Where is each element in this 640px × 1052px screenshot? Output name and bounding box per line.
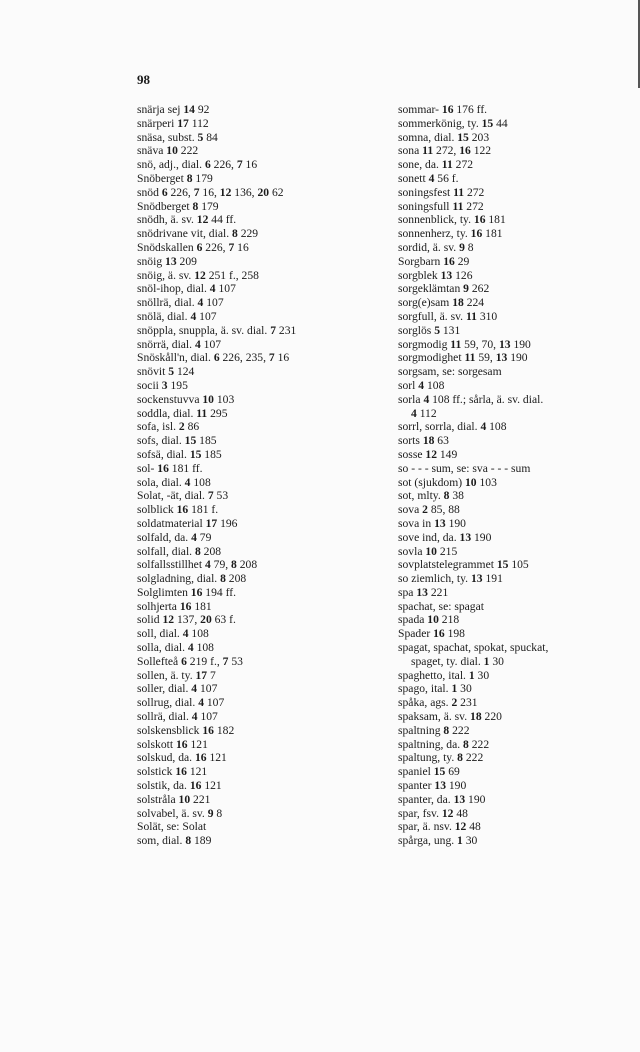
index-entry: sorgmodig 11 59, 70, 13 190 [398, 337, 531, 351]
index-entry: Solat, -ät, dial. 7 53 [137, 489, 229, 503]
index-entry: spaghetto, ital. 1 30 [398, 668, 490, 682]
index-entry: snödh, ä. sv. 12 44 ff. [137, 213, 237, 227]
index-entry: solfall, dial. 8 208 [137, 544, 222, 558]
index-entry: sommerkönig, ty. 15 44 [398, 116, 508, 130]
index-entry: solskensblick 16 182 [137, 723, 235, 737]
index-entry: sockenstuvva 10 103 [137, 392, 235, 406]
index-entry: som, dial. 8 189 [137, 834, 212, 848]
index-entry: spaniel 15 69 [398, 765, 460, 779]
index-entry: solid 12 137, 20 63 f. [137, 613, 236, 627]
index-entry: Solglimten 16 194 ff. [137, 585, 236, 599]
index-entry: sorts 18 63 [398, 434, 449, 448]
index-entry: Snödberget 8 179 [137, 199, 219, 213]
index-entry: sorg(e)sam 18 224 [398, 296, 485, 310]
index-entry: snärperi 17 112 [137, 116, 209, 130]
index-entry: spanter, da. 13 190 [398, 792, 486, 806]
index-entry: spaltning, da. 8 222 [398, 737, 490, 751]
index-entry: spada 10 218 [398, 613, 460, 627]
index-entry: spagat, spachat, spokat, spuckat, [398, 641, 549, 655]
index-entry: solhjerta 16 181 [137, 599, 212, 613]
index-entry: soningsfest 11 272 [398, 185, 485, 199]
index-entry: solstick 16 121 [137, 765, 208, 779]
index-entry: soningsfull 11 272 [398, 199, 484, 213]
index-entry: spar, fsv. 12 48 [398, 806, 468, 820]
index-entry: snärja sej 14 92 [137, 103, 210, 116]
index-entry: snäsa, subst. 5 84 [137, 130, 218, 144]
index-entry: solstik, da. 16 121 [137, 779, 222, 793]
index-entry: Spader 16 198 [398, 627, 465, 641]
index-entry: sorla 4 108 ff.; sårla, ä. sv. dial. [398, 392, 544, 406]
index-entry: spaksam, ä. sv. 18 220 [398, 710, 502, 724]
index-entry: 4 112 [411, 406, 437, 420]
index-entry: Snöskåll'n, dial. 6 226, 235, 7 16 [137, 351, 290, 365]
index-entry: sonnenherz, ty. 16 181 [398, 227, 503, 241]
index-entry: sonett 4 56 f. [398, 171, 459, 185]
index-entry: sollen, ä. ty. 17 7 [137, 668, 216, 682]
index-entry: soddla, dial. 11 295 [137, 406, 228, 420]
index-entry: snö, adj., dial. 6 226, 7 16 [137, 158, 258, 172]
index-entry: Snödskallen 6 226, 7 16 [137, 240, 249, 254]
index-entry: sone, da. 11 272 [398, 158, 474, 172]
index-entry: solskott 16 121 [137, 737, 208, 751]
index-entry: solgladning, dial. 8 208 [137, 572, 247, 586]
index-entry: sommar- 16 176 ff. [398, 103, 488, 116]
index-entry: soller, dial. 4 107 [137, 682, 218, 696]
index-entry: so - - - sum, se: sva - - - sum [398, 461, 531, 475]
index-entry: snäva 10 222 [137, 144, 199, 158]
index-entry: sorgfull, ä. sv. 11 310 [398, 309, 498, 323]
index-entry: sove ind, da. 13 190 [398, 530, 492, 544]
index-column-right [398, 103, 638, 848]
index-entry: sona 11 272, 16 122 [398, 144, 492, 158]
index-entry: sollrä, dial. 4 107 [137, 710, 218, 724]
index-entry: sot (sjukdom) 10 103 [398, 475, 497, 489]
index-entry: sorglös 5 131 [398, 323, 461, 337]
index-entry: snöppla, snuppla, ä. sv. dial. 7 231 [137, 323, 297, 337]
index-entry: sofs, dial. 15 185 [137, 434, 217, 448]
index-entry: so ziemlich, ty. 13 191 [398, 572, 503, 586]
index-entry: spanter 13 190 [398, 779, 467, 793]
index-entry: sorgeklämtan 9 262 [398, 282, 490, 296]
index-entry: sofa, isl. 2 86 [137, 420, 200, 434]
index-entry: snöd 6 226, 7 16, 12 136, 20 62 [137, 185, 284, 199]
index-entry: sola, dial. 4 108 [137, 475, 211, 489]
index-entry: sova in 13 190 [398, 516, 466, 530]
index-entry: solla, dial. 4 108 [137, 641, 214, 655]
index-entry: snödrivane vit, dial. 8 229 [137, 227, 259, 241]
index-entry: spaltung, ty. 8 222 [398, 751, 484, 765]
index-entry: sordid, ä. sv. 9 8 [398, 240, 474, 254]
index-entry: solvabel, ä. sv. 9 8 [137, 806, 223, 820]
index-entry: snörrä, dial. 4 107 [137, 337, 222, 351]
index-entry: sofsä, dial. 15 185 [137, 447, 222, 461]
index-entry: Solät, se: Solat [137, 820, 207, 834]
index-entry: sonnenblick, ty. 16 181 [398, 213, 506, 227]
index-entry: snöl-ihop, dial. 4 107 [137, 282, 236, 296]
index-entry: sovplatstelegrammet 15 105 [398, 558, 529, 572]
index-entry: Sorgbarn 16 29 [398, 254, 470, 268]
index-entry: sollrug, dial. 4 107 [137, 696, 225, 710]
index-entry: Snöberget 8 179 [137, 171, 213, 185]
index-entry: somna, dial. 15 203 [398, 130, 490, 144]
index-entry: spaget, ty. dial. 1 30 [411, 654, 504, 668]
index-entry: spago, ital. 1 30 [398, 682, 472, 696]
index-entry: spar, ä. nsv. 12 48 [398, 820, 481, 834]
index-entry: sot, mlty. 8 38 [398, 489, 464, 503]
index-entry: soldatmaterial 17 196 [137, 516, 238, 530]
index-entry: snövit 5 124 [137, 365, 195, 379]
index-entry: Sollefteå 6 219 f., 7 53 [137, 654, 243, 668]
index-entry: spa 13 221 [398, 585, 449, 599]
index-entry: snöllrä, dial. 4 107 [137, 296, 224, 310]
index-entry: solskud, da. 16 121 [137, 751, 227, 765]
index-entry: spachat, se: spagat [398, 599, 484, 613]
index-entry: sorgmodighet 11 59, 13 190 [398, 351, 528, 365]
index-column-left [137, 103, 387, 848]
index-entry: sol- 16 181 ff. [137, 461, 203, 475]
index-entry: solfald, da. 4 79 [137, 530, 212, 544]
index-entry: sova 2 85, 88 [398, 503, 460, 517]
index-entry: snöig 13 209 [137, 254, 197, 268]
page-number: 98 [137, 72, 150, 87]
index-entry: sorl 4 108 [398, 378, 445, 392]
index-entry: solstråla 10 221 [137, 792, 211, 806]
index-entry: sorgblek 13 126 [398, 268, 473, 282]
index-entry: sosse 12 149 [398, 447, 458, 461]
index-entry: snöig, ä. sv. 12 251 f., 258 [137, 268, 259, 282]
index-entry: spåka, ags. 2 231 [398, 696, 478, 710]
index-entry: sorgsam, se: sorgesam [398, 365, 502, 379]
index-entry: solfallsstillhet 4 79, 8 208 [137, 558, 258, 572]
index-entry: soll, dial. 4 108 [137, 627, 209, 641]
index-entry: socii 3 195 [137, 378, 188, 392]
index-entry: spårga, ung. 1 30 [398, 834, 478, 848]
index-entry: snölä, dial. 4 107 [137, 309, 217, 323]
index-entry: solblick 16 181 f. [137, 503, 219, 517]
index-entry: sovla 10 215 [398, 544, 458, 558]
index-entry: sorrl, sorrla, dial. 4 108 [398, 420, 507, 434]
index-entry: spaltning 8 222 [398, 723, 470, 737]
